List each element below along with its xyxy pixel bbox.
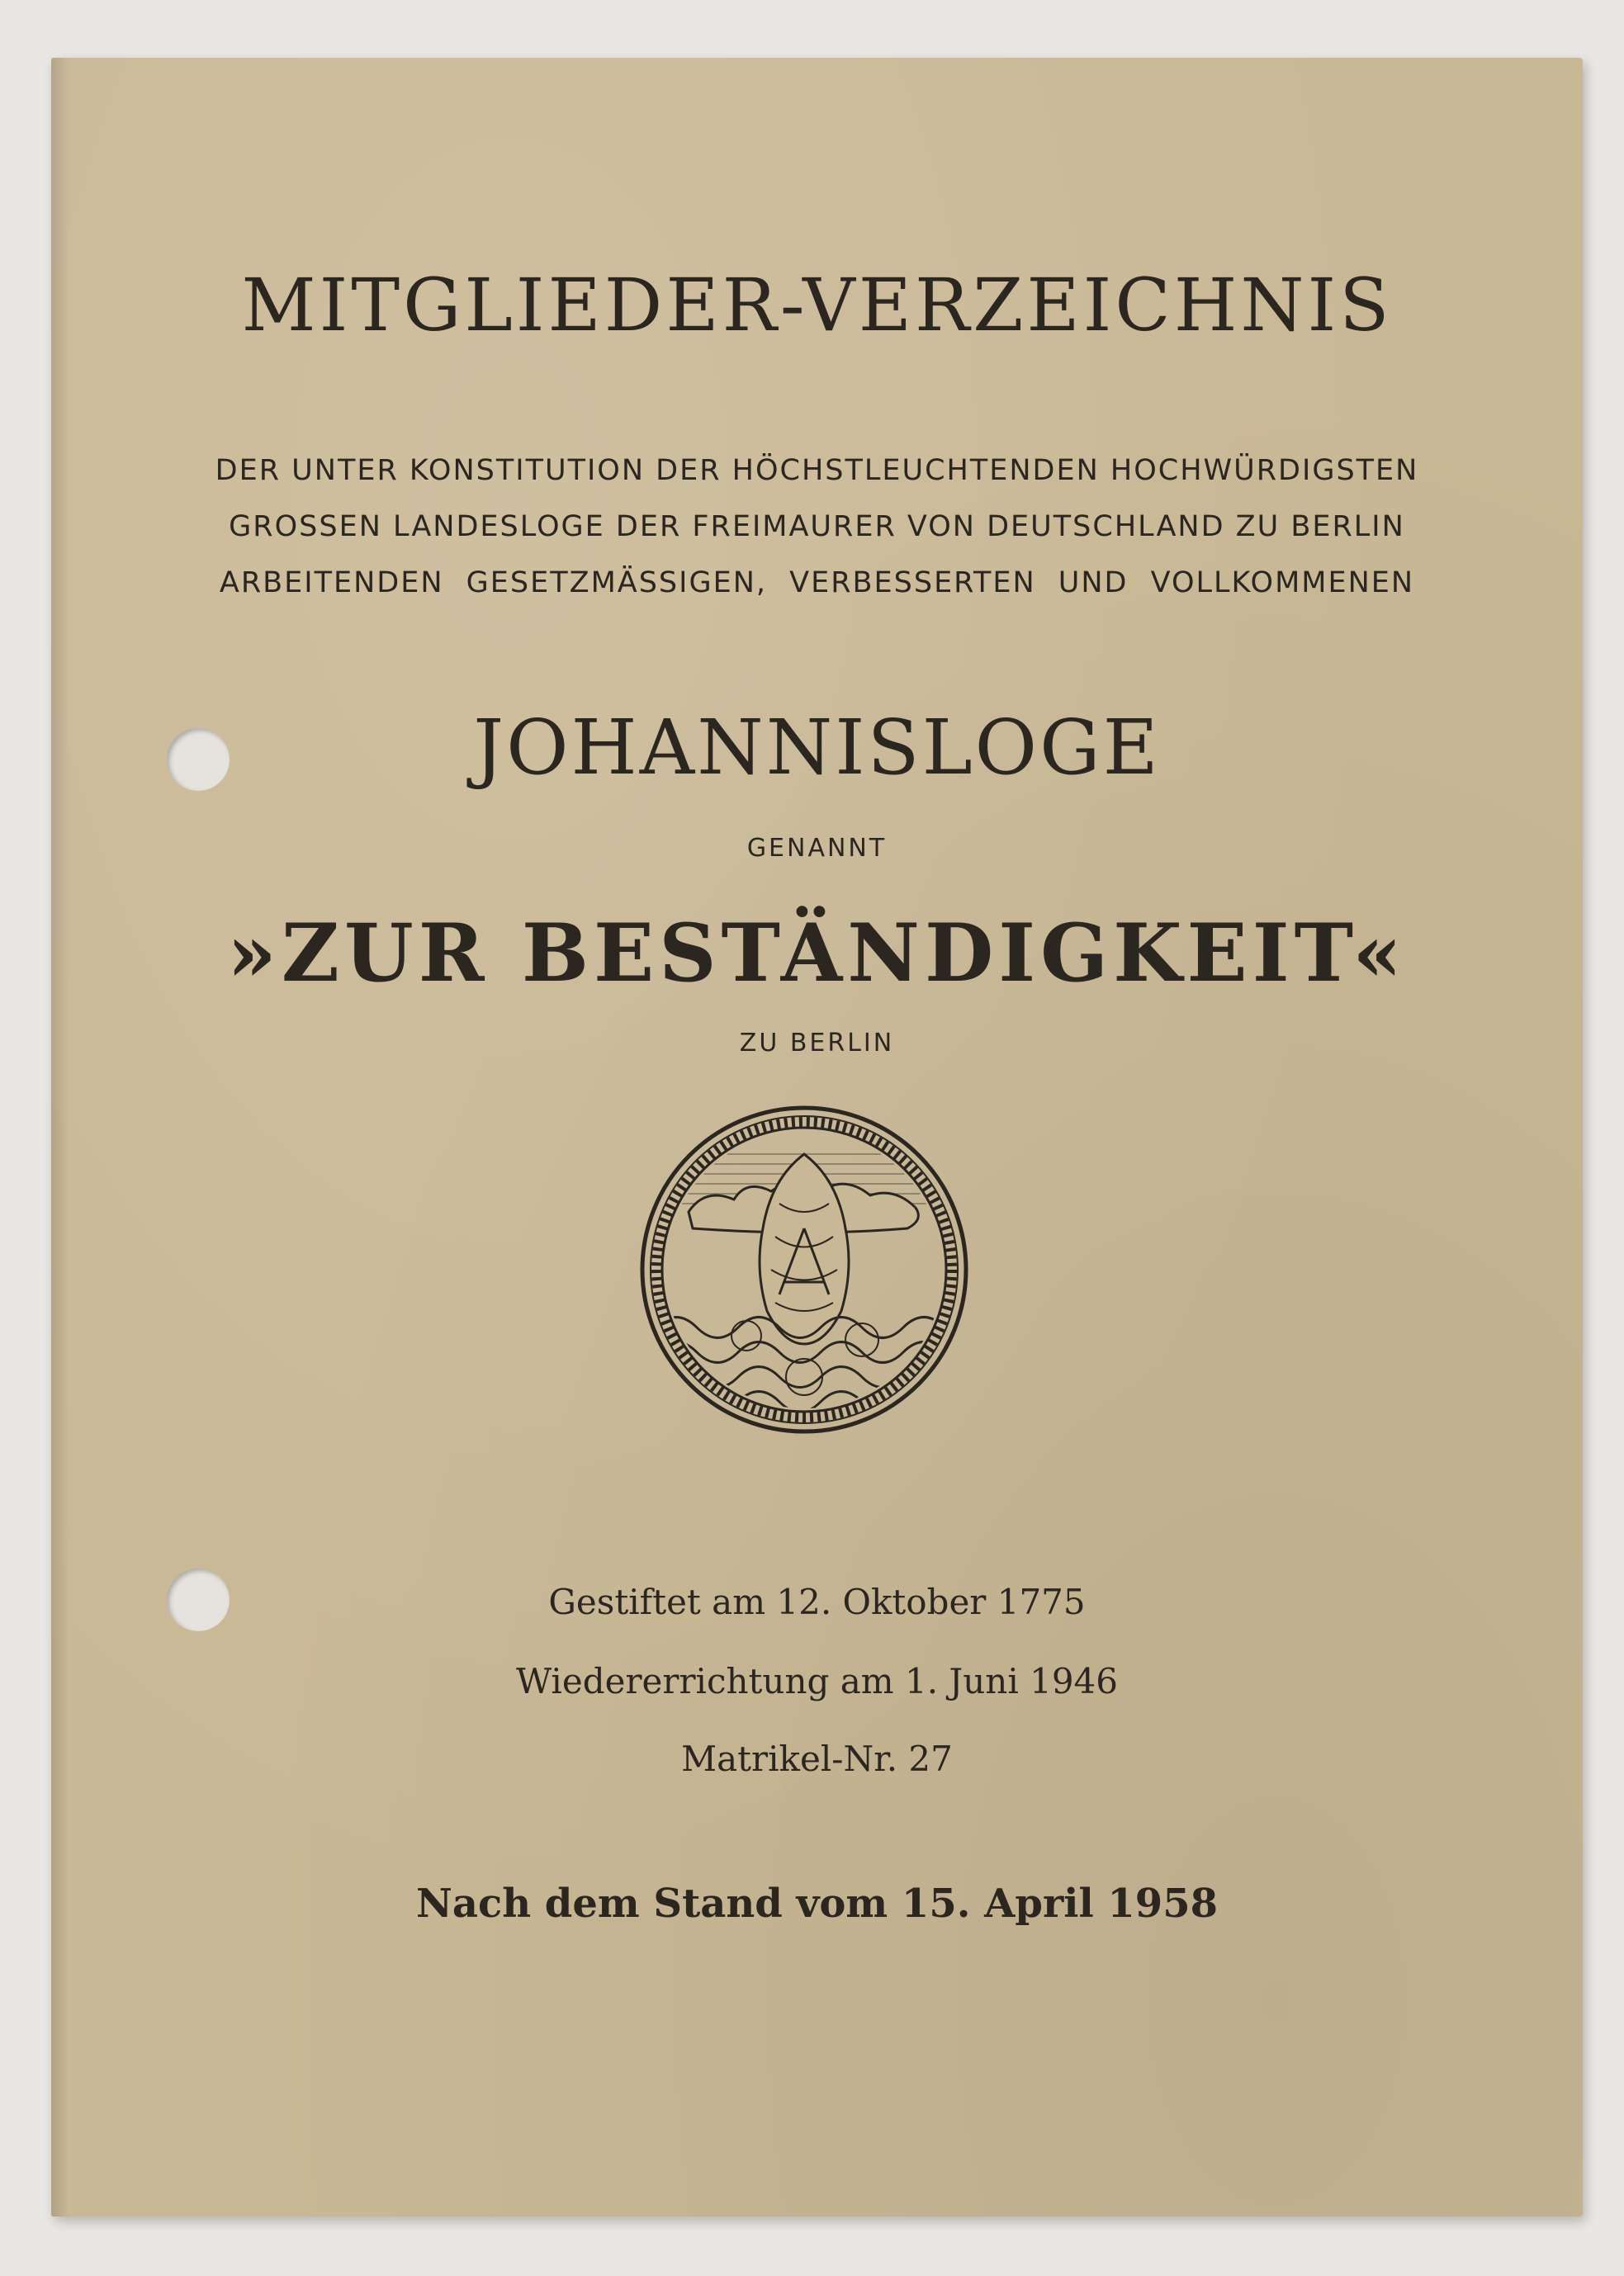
registry-number: Matrikel-Nr. 27: [681, 1739, 953, 1779]
subtitle-line-2: GROSSEN LANDESLOGE DER FREIMAURER VON DEUTSCHLAND ZU BERLIN: [229, 510, 1405, 543]
named-label: GENANNT: [746, 834, 888, 863]
city-line: ZU BERLIN: [739, 1029, 895, 1058]
lodge-seal-emblem-icon: [639, 1105, 969, 1435]
subtitle-line-1: DER UNTER KONSTITUTION DER HÖCHSTLEUCHTENDEN HOCHWÜRDIGSTEN: [215, 454, 1419, 487]
founded-date: Gestiftet am 12. Oktober 1775: [548, 1582, 1086, 1622]
subtitle-line-3: ARBEITENDEN GESETZMÄSSIGEN, VERBESSERTEN UND VOLLKOMMENEN: [219, 566, 1415, 599]
reestablished-date: Wiedererrichtung am 1. Juni 1946: [515, 1661, 1118, 1701]
lodge-type: JOHANNISLOGE: [473, 703, 1161, 792]
lodge-name: »ZUR BESTÄNDIGKEIT«: [226, 906, 1408, 1000]
booklet-cover: [51, 58, 1583, 2217]
document-title: MITGLIEDER-VERZEICHNIS: [241, 263, 1393, 348]
status-date-line: Nach dem Stand vom 15. April 1958: [415, 1881, 1218, 1927]
